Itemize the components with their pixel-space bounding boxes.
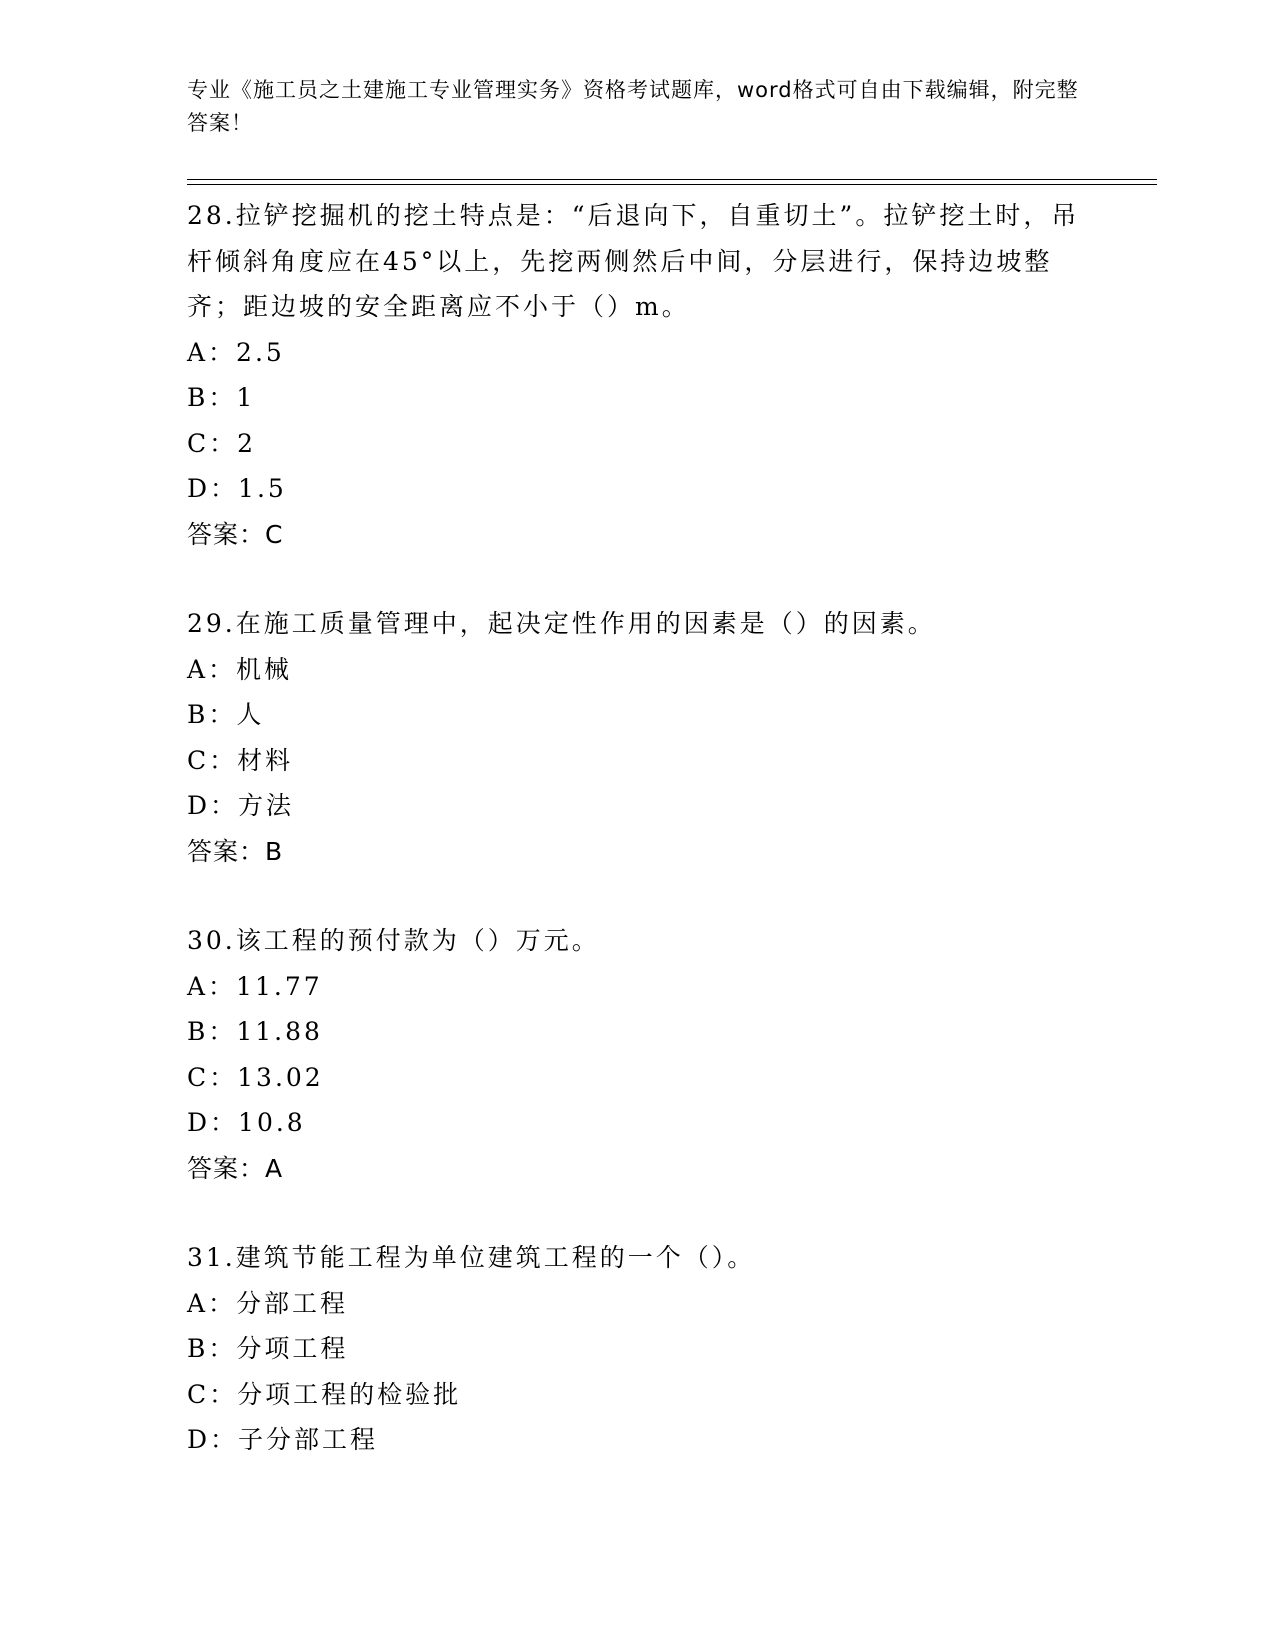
- option-c: C：分项工程的检验批: [187, 1379, 462, 1409]
- option-a: A：机械: [187, 654, 293, 684]
- option-d: D：1.5: [187, 474, 287, 503]
- option-b: B：11.88: [187, 1017, 323, 1046]
- option-b: B：人: [187, 700, 265, 729]
- question-30: [187, 918, 1087, 1191]
- question-text: 29.在施工质量管理中，起决定性作用的因素是（）的因素。: [187, 609, 936, 638]
- question-29: [187, 601, 1087, 874]
- option-b: B：分项工程: [187, 1334, 349, 1363]
- option-c: C：2: [187, 428, 257, 458]
- question-31: [187, 1235, 1087, 1463]
- question-text: 28.拉铲挖掘机的挖土特点是：“后退向下，自重切土”。拉铲挖土时，吊杆倾斜角度应在45°以上，先挖两侧然后中间，分层进行，保持边坡整齐；距边坡的安全距离应不小于（）m。: [187, 201, 1080, 321]
- option-a: A：11.77: [187, 971, 323, 1001]
- option-d: D：子分部工程: [187, 1425, 379, 1454]
- question-text: 30.该工程的预付款为（）万元。: [187, 926, 600, 955]
- answer-line: 答案：C: [187, 519, 284, 549]
- option-d: D：方法: [187, 791, 295, 820]
- option-b: B：1: [187, 383, 256, 412]
- answer-line: 答案：A: [187, 1153, 284, 1183]
- answer-line: 答案：B: [187, 836, 284, 866]
- option-a: A：2.5: [187, 337, 285, 367]
- header-divider-top: [187, 179, 1157, 180]
- question-list: [187, 193, 1087, 1507]
- option-c: C：13.02: [187, 1062, 324, 1092]
- question-28: [187, 193, 1087, 557]
- header-divider-bottom: [187, 184, 1157, 185]
- option-d: D：10.8: [187, 1108, 306, 1137]
- option-a: A：分部工程: [187, 1288, 349, 1318]
- question-text: 31.建筑节能工程为单位建筑工程的一个（）。: [187, 1243, 756, 1272]
- document-header: 专业《施工员之土建施工专业管理实务》资格考试题库，word格式可自由下载编辑，附完整答案！: [187, 78, 1079, 135]
- option-c: C：材料: [187, 745, 294, 775]
